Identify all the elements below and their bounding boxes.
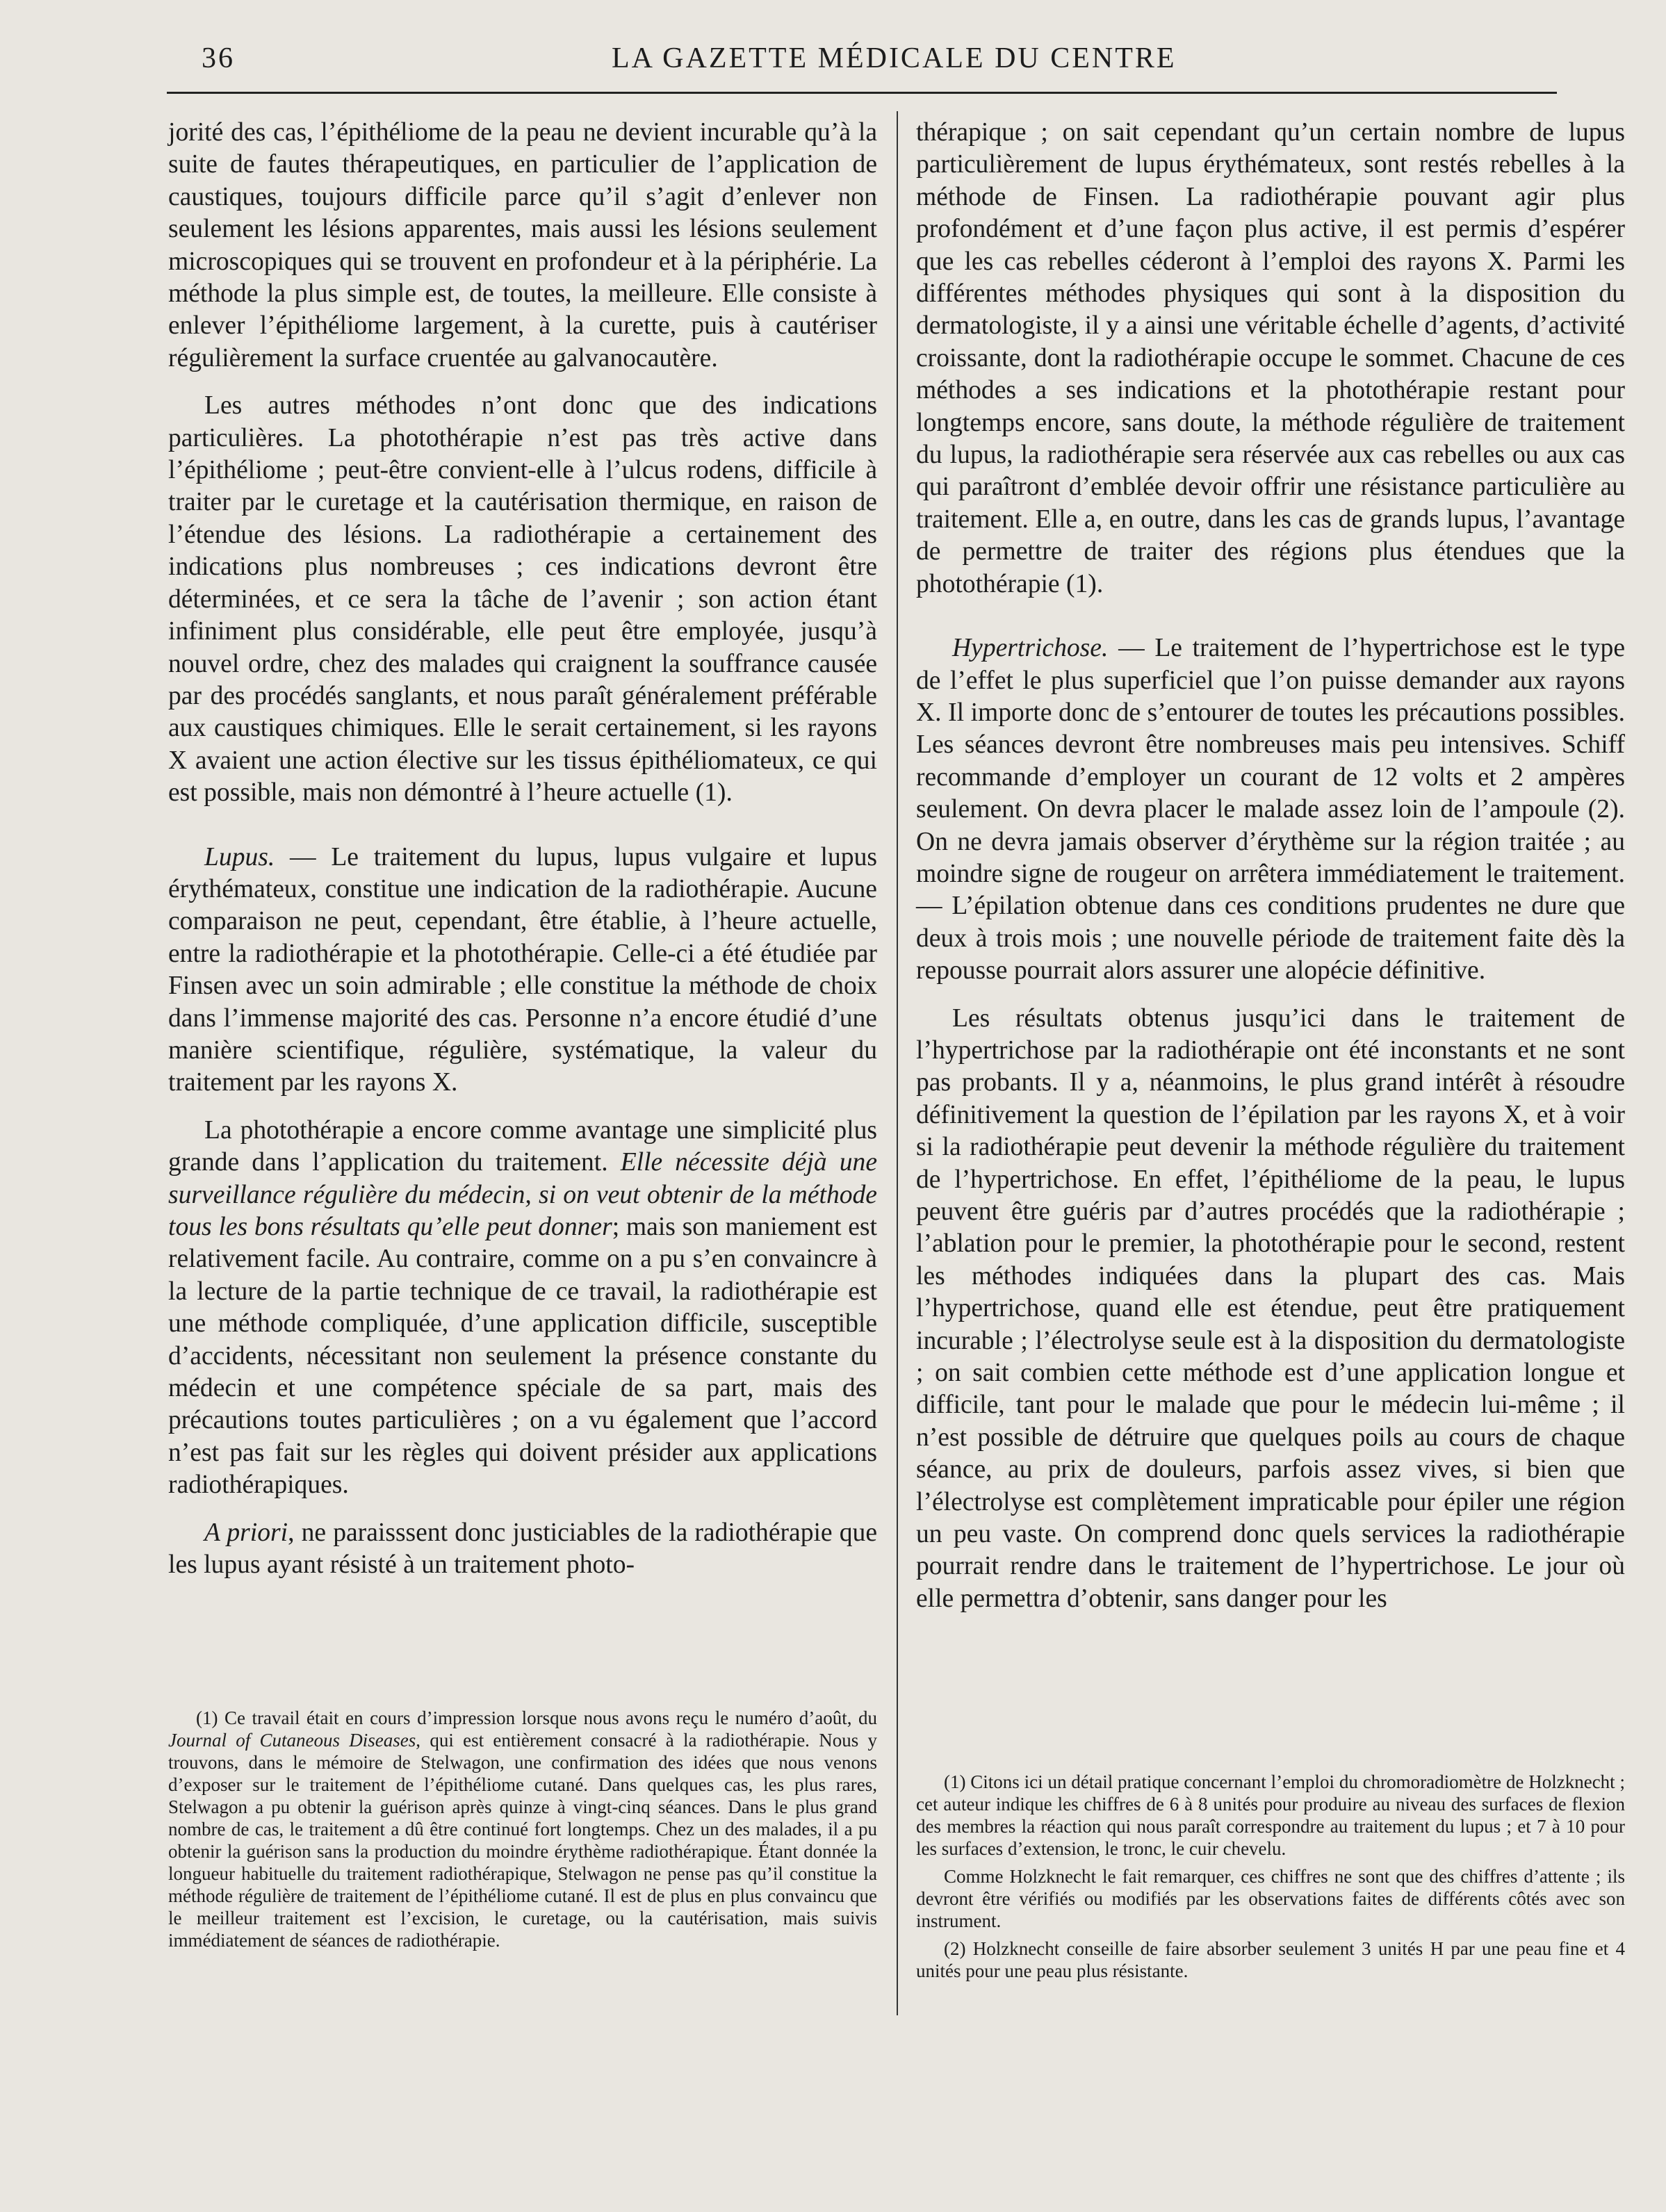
paragraph-other-methods: Les autres méthodes n’ont donc que des indications particulières. La photothérapie n’est pas très active dans l’épithéliome ; peut-être convient-elle à l’ulcus rodens, difficile à traiter par le curetage et la cautérisation thermique, en raison de l’étendue des lésions. La radiothérapie a certainement des indications plus nombreuses ; ces indications devront être déterminées, et ce sera la tâche de l’avenir ; son action étant infiniment plus considérable, elle peut être employée, jusqu’à nouvel ordre, chez des malades qui craignent la souffrance causée par des procédés sanglants, et nous paraît généralement préférable aux caustiques chimiques. Elle le serait certainement, si les rayons X avaient une action élective sur les tissus épithéliomateux, ce qui est possible, mais non démontré à l’heure actuelle (1). [168,391,877,808]
paragraph-phototherapie-start: La photothérapie a encore comme avantage une simplicité plus grande dans l’application du traitement. [168,1115,877,1177]
paragraph-lupus-continued: thérapique ; on sait cependant qu’un certain nombre de lupus particulièrement de lupus érythémateux, sont restés rebelles à la méthode de Finsen. La radiothérapie pouvant agir plus profondément et d’une façon plus active, il est permis d’espérer que les cas rebelles céderont à l’emploi des rayons X. Parmi les différentes méthodes physiques qui sont à la disposition du dermatologiste, il y a ainsi une véritable échelle d’agents, d’activité croissante, dont la radiothérapie occupe le sommet. Chacune de ces méthodes a ses indications et la photothérapie restant pour longtemps encore, sans doute, la méthode régulière de traitement du lupus, la radiothérapie sera réservée aux cas rebelles ou aux cas qui paraîtront d’emblée devoir offrir une résistance particulière au traitement. Elle a, en outre, dans les cas de grands lupus, l’avantage de permettre de traiter des régions plus étendues que la photothérapie (1). [916,118,1625,598]
paragraph-a-priori [168,1517,877,1582]
paragraph-phototherapie-end: ; mais son maniement est relativement facile. Au contraire, comme on a pu s’en convaincre à la lecture de la partie technique de ce travail, la radiothérapie est une méthode compliquée, d’une application difficile, susceptible d’accidents, nécessitant non seulement la présence constante du médecin et une compétence spéciale de sa part, mais des précautions toutes particulières ; on a vu également que l’accord n’est pas fait sur les règles qui doivent présider aux applications radiothérapiques. [168,1213,877,1500]
footnotes-right [916,1771,1625,1988]
left-column [168,117,877,1581]
section-heading-lupus: Lupus. [204,842,275,871]
footnote-left [168,1707,877,1951]
section-heading-hypertrichose: Hypertrichose. [952,634,1109,663]
footnote-1-left-start: (1) Ce travail était en cours d’impression lorsque nous avons reçu le numéro d’août, du [196,1707,877,1728]
paragraph-resultats: Les résultats obtenus jusqu’ici dans le traitement de l’hypertrichose par la radiothérapie ont été inconstants et ne sont pas probants. Il y a, néanmoins, le plus grand intérêt à résoudre définitivement la question de l’épilation par les rayons X, et à voir si la radiothérapie peut devenir la méthode régulière du traitement de l’hypertrichose. En effet, l’épithéliome de la peau, le lupus peuvent être guéris par d’autres procédés que la radiothérapie ; l’ablation pour le premier, la photothérapie pour le second, restent les méthodes indiquées dans la plupart des cas. Mais l’hypertrichose, quand elle est étendue, peut être pratiquement incurable ; l’électrolyse seule est à la disposition du dermatologiste ; on sait combien cette méthode est d’une application longue et difficile, tant pour le malade que pour le médecin lui-même ; il n’est possible de détruire que quelques poils au cours de chaque séance, au prix de douleurs, parfois assez vives, si bien que l’électrolyse est complètement impraticable pour épiler une région un peu vaste. On comprend donc quels services la radiothérapie pourrait rendre dans le traitement de l’hypertrichose. Le jour où elle permettra d’obtenir, sans danger pour les [916,1003,1625,1613]
paragraph-phototherapie [168,1115,877,1502]
a-priori-italic: A priori [204,1518,288,1547]
page-number: 36 [202,42,235,74]
column-divider [897,111,898,2015]
running-title: LA GAZETTE MÉDICALE DU CENTRE [612,42,1177,74]
footnote-1-right-continued: Comme Holzknecht le fait remarquer, ces chiffres ne sont que des chiffres d’attente ; ils devront être vérifiés ou modifiés par les observations faites de différents côtés avec son instrument. [916,1866,1625,1931]
paragraph-lupus-text: — Le traitement du lupus, lupus vulgaire et lupus érythémateux, constitue une indication de la radiothérapie. Aucune comparaison ne peut, cependant, être établie, à l’heure actuelle, entre la radiothérapie et la photothérapie. Celle-ci a été étudiée par Finsen avec un soin admirable ; elle constitue la méthode de choix dans l’immense majorité des cas. Personne n’a encore étudié d’une manière scientifique, régulière, systématique, la valeur du traitement par les rayons X. [168,842,877,1097]
paragraph-hypertrichose-text: — Le traitement de l’hypertrichose est le type de l’effet le plus superficiel que l’on puisse demander aux rayons X. Il importe donc de s’entourer de toutes les précautions possibles. Les séances devront être nombreuses mais peu intensives. Schiff recommande d’employer un courant de 12 volts et 2 ampères seulement. On devra placer le malade assez loin de l’ampoule (2). On ne devra jamais observer d’érythème sur la région traitée ; au moindre signe de rougeur on arrêtera immédiatement le traitement. — L’épilation obtenue dans ces conditions prudentes ne dure que deux à trois mois ; une nouvelle période de traitement faite dès la repousse pourrait alors assurer une alopécie définitive. [916,634,1625,985]
footnote-1-left [168,1707,877,1951]
footnote-journal-title: Journal of Cutaneous Diseases [168,1730,416,1751]
paragraph-phototherapie-italic: Elle nécessite déjà une surveillance régulière du médecin, si on veut obtenir de la méthode tous les bons résultats qu’elle peut donner [168,1148,877,1241]
header-rule [167,92,1557,94]
page-header [167,42,1585,83]
paragraph-hypertrichose [916,632,1625,987]
a-priori-text: , ne paraisssent donc justiciables de la radiothérapie que les lupus ayant résisté à un traitement photo- [168,1518,877,1580]
footnote-1-right: (1) Citons ici un détail pratique concernant l’emploi du chromoradiomètre de Holzknecht ; cet auteur indique les chiffres de 6 à 8 unités pour produire au niveau des surfaces de flexion des membres la réaction qui nous paraît correspondre au traitement du lupus ; et 7 à 10 pour les surfaces d’extension, le tronc, le cuir chevelu. [916,1771,1625,1859]
right-column [916,117,1625,1615]
footnote-2-right: (2) Holzknecht conseille de faire absorber seulement 3 unités H par une peau fine et 4 unités pour une peau plus résistante. [916,1938,1625,1981]
paragraph-epitheliome-continued: jorité des cas, l’épithéliome de la peau ne devient incurable qu’à la suite de fautes thérapeutiques, en particulier de l’application de caustiques, toujours difficile parce qu’il s’agit d’enlever non seulement les lésions apparentes, mais aussi les lésions seulement microscopiques qui se trouvent en profondeur et à la périphérie. La méthode la plus simple est, de toutes, la meilleure. Elle consiste à enlever l’épithéliome largement, à la curette, puis à cautériser régulièrement la surface cruentée au galvanocautère. [168,118,877,372]
paragraph-lupus [168,842,877,1099]
footnote-1-left-end: , qui est entièrement consacré à la radiothérapie. Nous y trouvons, dans le mémoire de Stelwagon, une confirmation des idées que nous venons d’exposer sur le traitement de l’épithéliome cutané. Dans quelques cas, les plus rares, Stelwagon a pu obtenir la guérison après quinze à vingt-cinq séances. Dans le plus grand nombre de cas, le traitement a dû être continué fort longtemps. Chez un des malades, il a pu obtenir la guérison sans la production du moindre érythème radiothérapique. Étant donnée la longueur habituelle du traitement radiothérapique, Stelwagon ne pense pas qu’il constitue la méthode régulière de traitement de l’épithéliome cutané. Il est de plus en plus convaincu que le meilleur traitement est l’excision, le curetage, ou la cautérisation, mais suivis immédiatement de séances de radiothérapie. [168,1730,877,1951]
